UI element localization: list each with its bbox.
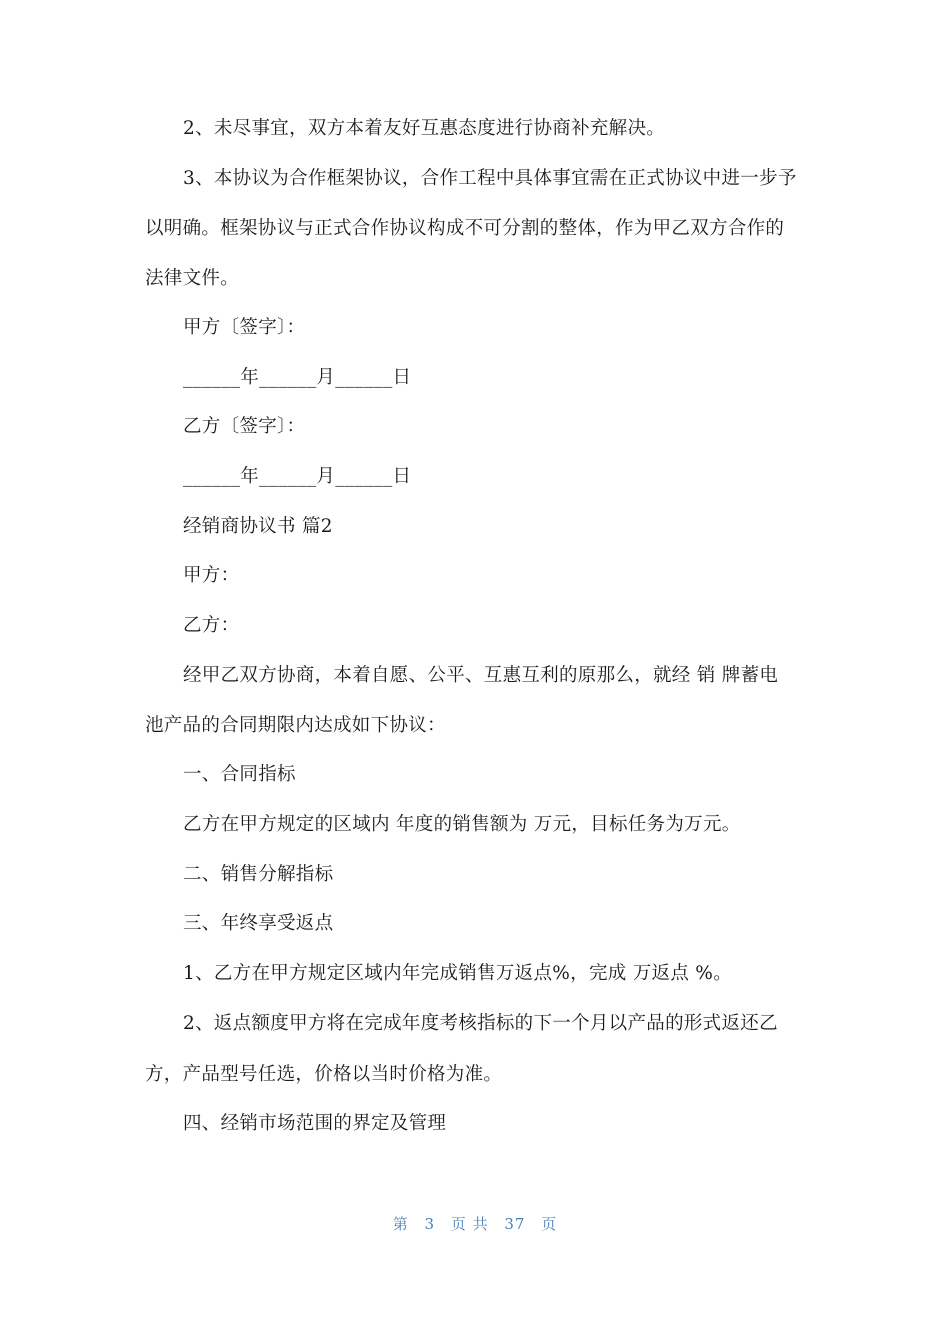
date-line: ______年______月______日 <box>183 466 412 487</box>
footer-label-end: 页 <box>541 1215 558 1233</box>
page-footer <box>0 1213 950 1234</box>
footer-current-page: 3 <box>424 1215 436 1233</box>
party-b-label: 乙方： <box>183 615 240 636</box>
paragraph: 池产品的合同期限内达成如下协议： <box>145 715 446 736</box>
footer-label-of: 页 共 <box>450 1215 489 1233</box>
paragraph: 方，产品型号任选，价格以当时价格为准。 <box>145 1064 503 1085</box>
paragraph: 以明确。框架协议与正式合作协议构成不可分割的整体，作为甲乙双方合作的 <box>145 218 785 239</box>
paragraph: 3、本协议为合作框架协议，合作工程中具体事宜需在正式协议中进一步予 <box>183 168 797 189</box>
clause-heading: 四、经销市场范围的界定及管理 <box>183 1113 447 1134</box>
paragraph: 法律文件。 <box>145 268 240 289</box>
clause-heading: 二、销售分解指标 <box>183 864 334 885</box>
section-title: 经销商协议书 篇2 <box>183 516 333 537</box>
paragraph: 2、未尽事宜，双方本着友好互惠态度进行协商补充解决。 <box>183 118 666 139</box>
clause-heading: 三、年终享受返点 <box>183 913 334 934</box>
footer-total-pages: 37 <box>504 1215 526 1233</box>
paragraph: 1、乙方在甲方规定区域内年完成销售万返点%，完成 万返点 %。 <box>183 963 732 984</box>
party-a-label: 甲方： <box>183 565 240 586</box>
date-line: ______年______月______日 <box>183 367 412 388</box>
paragraph: 2、返点额度甲方将在完成年度考核指标的下一个月以产品的形式返还乙 <box>183 1013 778 1034</box>
signature-line-party-a: 甲方〔签字〕： <box>183 317 306 338</box>
paragraph: 经甲乙双方协商，本着自愿、公平、互惠互利的原那么，就经 销 牌蓄电 <box>183 665 779 686</box>
clause-heading: 一、合同指标 <box>183 764 296 785</box>
paragraph: 乙方在甲方规定的区域内 年度的销售额为 万元，目标任务为万元。 <box>183 814 741 835</box>
signature-line-party-b: 乙方〔签字〕： <box>183 416 306 437</box>
footer-label-page: 第 <box>392 1215 409 1233</box>
